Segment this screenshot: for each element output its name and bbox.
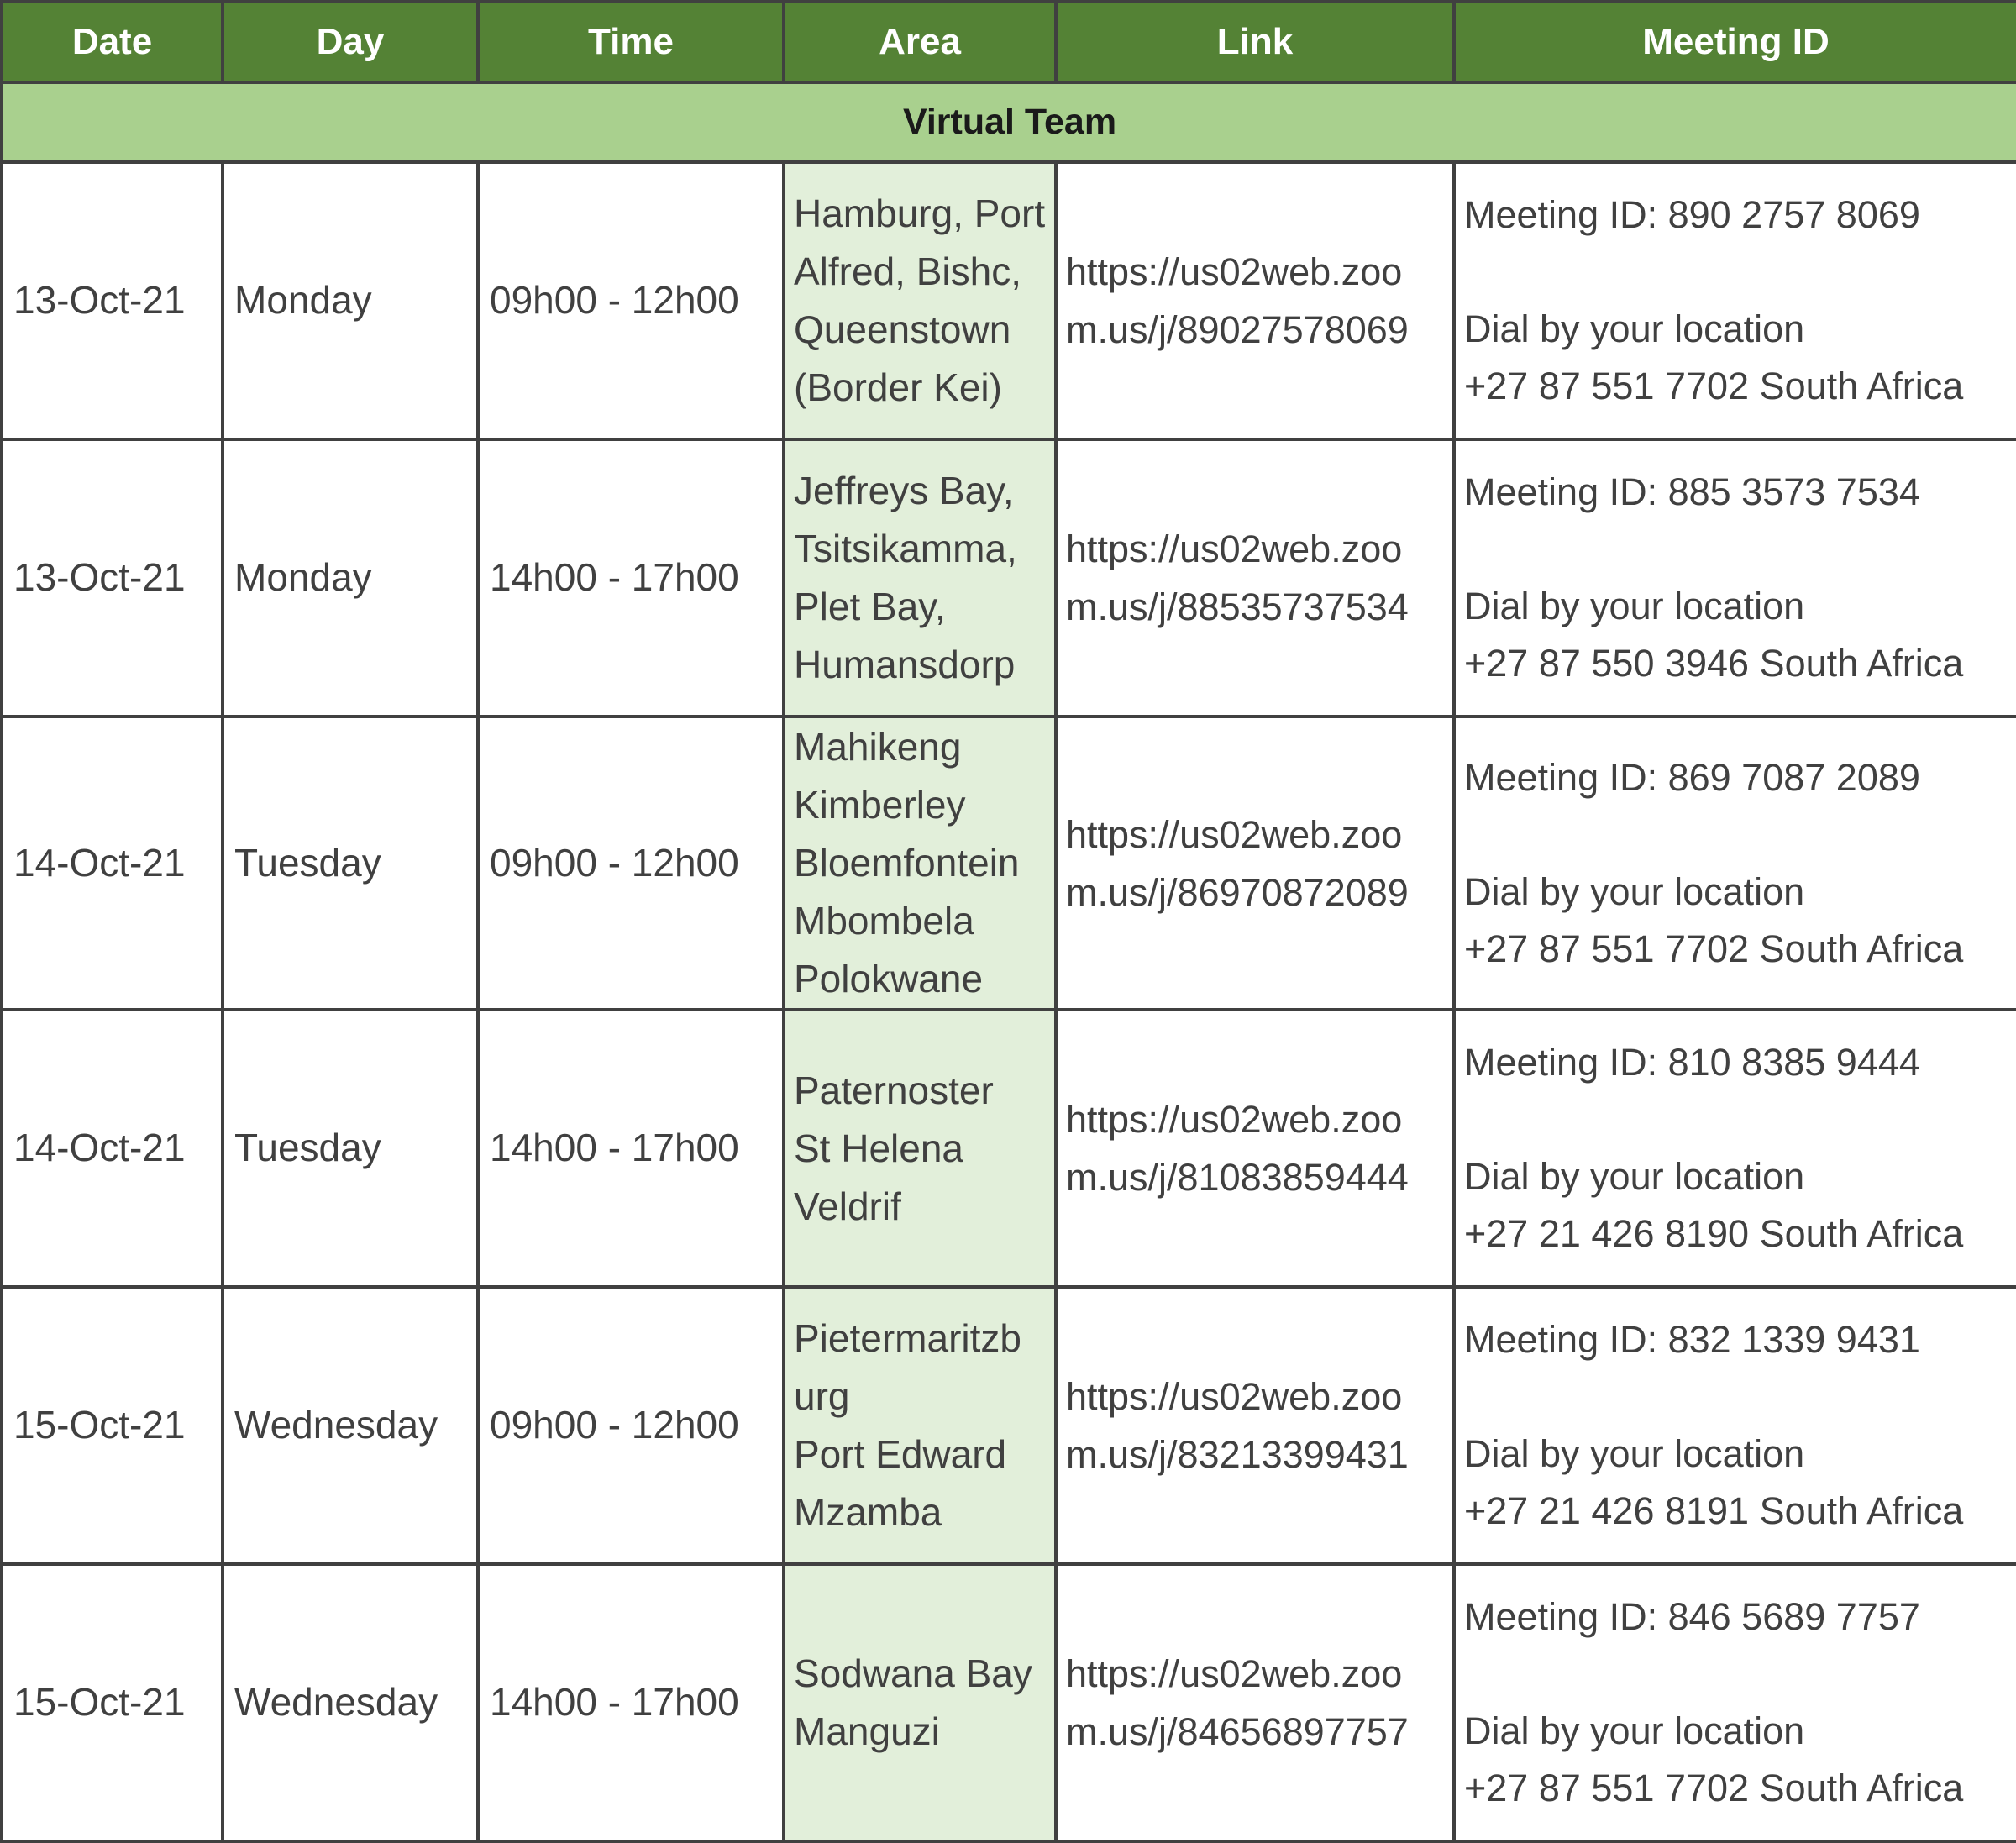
table-row bbox=[2, 717, 2016, 1010]
meeting-id-text: Meeting ID: 832 1339 9431 bbox=[1464, 1318, 1920, 1361]
dial-label: Dial by your location bbox=[1464, 1432, 1805, 1475]
area-line: Sodwana Bay bbox=[794, 1651, 1032, 1695]
area-line: Mzamba bbox=[794, 1490, 942, 1534]
dial-number: +27 21 426 8191 South Africa bbox=[1464, 1489, 1964, 1532]
area-line: Plet Bay, bbox=[794, 585, 946, 628]
area-line: St Helena bbox=[794, 1126, 964, 1170]
meeting-id-cell bbox=[1454, 717, 2016, 1010]
column-header-date: Date bbox=[2, 2, 223, 82]
area-line: Hamburg, Port bbox=[794, 192, 1046, 235]
meeting-id-text: Meeting ID: 869 7087 2089 bbox=[1464, 755, 1920, 799]
meeting-id-text: Meeting ID: 885 3573 7534 bbox=[1464, 470, 1920, 513]
area-line: Polokwane bbox=[794, 957, 984, 1000]
date-cell: 13-Oct-21 bbox=[2, 439, 223, 717]
area-cell bbox=[784, 1010, 1056, 1287]
table-row bbox=[2, 1564, 2016, 1841]
meeting-link-text[interactable]: https://us02web.zoo bbox=[1066, 812, 1403, 856]
meeting-link-text[interactable]: m.us/j/86970872089 bbox=[1066, 870, 1409, 914]
day-cell: Tuesday bbox=[223, 1010, 478, 1287]
day-cell: Tuesday bbox=[223, 717, 478, 1010]
area-line: Alfred, Bishc, bbox=[794, 249, 1021, 293]
dial-number: +27 87 550 3946 South Africa bbox=[1464, 642, 1964, 685]
meeting-link-text[interactable]: m.us/j/88535737534 bbox=[1066, 585, 1409, 628]
meeting-link-text[interactable]: https://us02web.zoo bbox=[1066, 1098, 1403, 1141]
day-cell: Wednesday bbox=[223, 1564, 478, 1841]
meeting-link[interactable] bbox=[1056, 1010, 1454, 1287]
area-line: Mahikeng bbox=[794, 725, 962, 769]
meeting-link-text[interactable]: https://us02web.zoo bbox=[1066, 528, 1403, 570]
group-label: Virtual Team bbox=[2, 82, 2016, 162]
dial-label: Dial by your location bbox=[1464, 1155, 1805, 1198]
area-line: Jeffreys Bay, bbox=[794, 469, 1014, 512]
time-cell: 09h00 - 12h00 bbox=[478, 162, 784, 439]
day-cell: Monday bbox=[223, 162, 478, 439]
meeting-link-text[interactable]: m.us/j/81083859444 bbox=[1066, 1156, 1409, 1199]
meeting-link-text[interactable]: https://us02web.zoo bbox=[1066, 1652, 1403, 1695]
date-cell: 14-Oct-21 bbox=[2, 717, 223, 1010]
area-line: Tsitsikamma, bbox=[794, 527, 1017, 570]
meeting-id-cell bbox=[1454, 162, 2016, 439]
time-cell: 09h00 - 12h00 bbox=[478, 717, 784, 1010]
dial-number: +27 87 551 7702 South Africa bbox=[1464, 365, 1964, 407]
area-line: Humansdorp bbox=[794, 643, 1016, 686]
column-header-meeting-id: Meeting ID bbox=[1454, 2, 2016, 82]
area-line: Kimberley bbox=[794, 783, 966, 827]
area-line: Bloemfontein bbox=[794, 841, 1020, 885]
table-row bbox=[2, 162, 2016, 439]
meeting-id-cell bbox=[1454, 439, 2016, 717]
header-row bbox=[2, 2, 2016, 82]
meeting-link[interactable] bbox=[1056, 162, 1454, 439]
area-cell bbox=[784, 1287, 1056, 1564]
dial-label: Dial by your location bbox=[1464, 1709, 1805, 1752]
area-line: Mbombela bbox=[794, 899, 974, 943]
area-line: Pietermaritzb bbox=[794, 1316, 1021, 1360]
dial-number: +27 87 551 7702 South Africa bbox=[1464, 927, 1964, 970]
column-header-day: Day bbox=[223, 2, 478, 82]
time-cell: 09h00 - 12h00 bbox=[478, 1287, 784, 1564]
column-header-time: Time bbox=[478, 2, 784, 82]
meeting-link-text[interactable]: https://us02web.zoo bbox=[1066, 250, 1403, 293]
meeting-id-cell bbox=[1454, 1010, 2016, 1287]
time-cell: 14h00 - 17h00 bbox=[478, 1010, 784, 1287]
meeting-link[interactable] bbox=[1056, 1564, 1454, 1841]
area-cell bbox=[784, 162, 1056, 439]
area-line: Queenstown bbox=[794, 307, 1011, 351]
area-line: urg bbox=[794, 1374, 850, 1418]
dial-number: +27 21 426 8190 South Africa bbox=[1464, 1212, 1964, 1255]
area-line: Manguzi bbox=[794, 1709, 940, 1753]
day-cell: Wednesday bbox=[223, 1287, 478, 1564]
area-cell bbox=[784, 717, 1056, 1010]
dial-label: Dial by your location bbox=[1464, 869, 1805, 913]
meeting-id-cell bbox=[1454, 1564, 2016, 1841]
table-row bbox=[2, 1287, 2016, 1564]
column-header-area: Area bbox=[784, 2, 1056, 82]
column-header-link: Link bbox=[1056, 2, 1454, 82]
meeting-link-text[interactable]: m.us/j/83213399431 bbox=[1066, 1433, 1409, 1476]
meeting-link-text[interactable]: https://us02web.zoo bbox=[1066, 1375, 1403, 1418]
time-cell: 14h00 - 17h00 bbox=[478, 439, 784, 717]
time-cell: 14h00 - 17h00 bbox=[478, 1564, 784, 1841]
area-cell bbox=[784, 1564, 1056, 1841]
date-cell: 13-Oct-21 bbox=[2, 162, 223, 439]
date-cell: 14-Oct-21 bbox=[2, 1010, 223, 1287]
area-line: (Border Kei) bbox=[794, 365, 1002, 409]
date-cell: 15-Oct-21 bbox=[2, 1287, 223, 1564]
meeting-id-text: Meeting ID: 846 5689 7757 bbox=[1464, 1595, 1920, 1638]
dial-label: Dial by your location bbox=[1464, 585, 1805, 627]
day-cell: Monday bbox=[223, 439, 478, 717]
area-line: Paternoster bbox=[794, 1068, 994, 1112]
area-line: Port Edward bbox=[794, 1432, 1007, 1476]
table-row bbox=[2, 1010, 2016, 1287]
meeting-id-text: Meeting ID: 890 2757 8069 bbox=[1464, 193, 1920, 236]
meeting-id-cell bbox=[1454, 1287, 2016, 1564]
meeting-id-text: Meeting ID: 810 8385 9444 bbox=[1464, 1041, 1920, 1084]
dial-label: Dial by your location bbox=[1464, 307, 1805, 350]
area-line: Veldrif bbox=[794, 1184, 901, 1228]
group-row bbox=[2, 82, 2016, 162]
table-row bbox=[2, 439, 2016, 717]
date-cell: 15-Oct-21 bbox=[2, 1564, 223, 1841]
dial-number: +27 87 551 7702 South Africa bbox=[1464, 1767, 1964, 1809]
meeting-link[interactable] bbox=[1056, 439, 1454, 717]
meeting-link-text[interactable]: m.us/j/89027578069 bbox=[1066, 308, 1409, 351]
meeting-link[interactable] bbox=[1056, 1287, 1454, 1564]
meeting-link-text[interactable]: m.us/j/84656897757 bbox=[1066, 1710, 1409, 1753]
meeting-link[interactable] bbox=[1056, 717, 1454, 1010]
area-cell bbox=[784, 439, 1056, 717]
